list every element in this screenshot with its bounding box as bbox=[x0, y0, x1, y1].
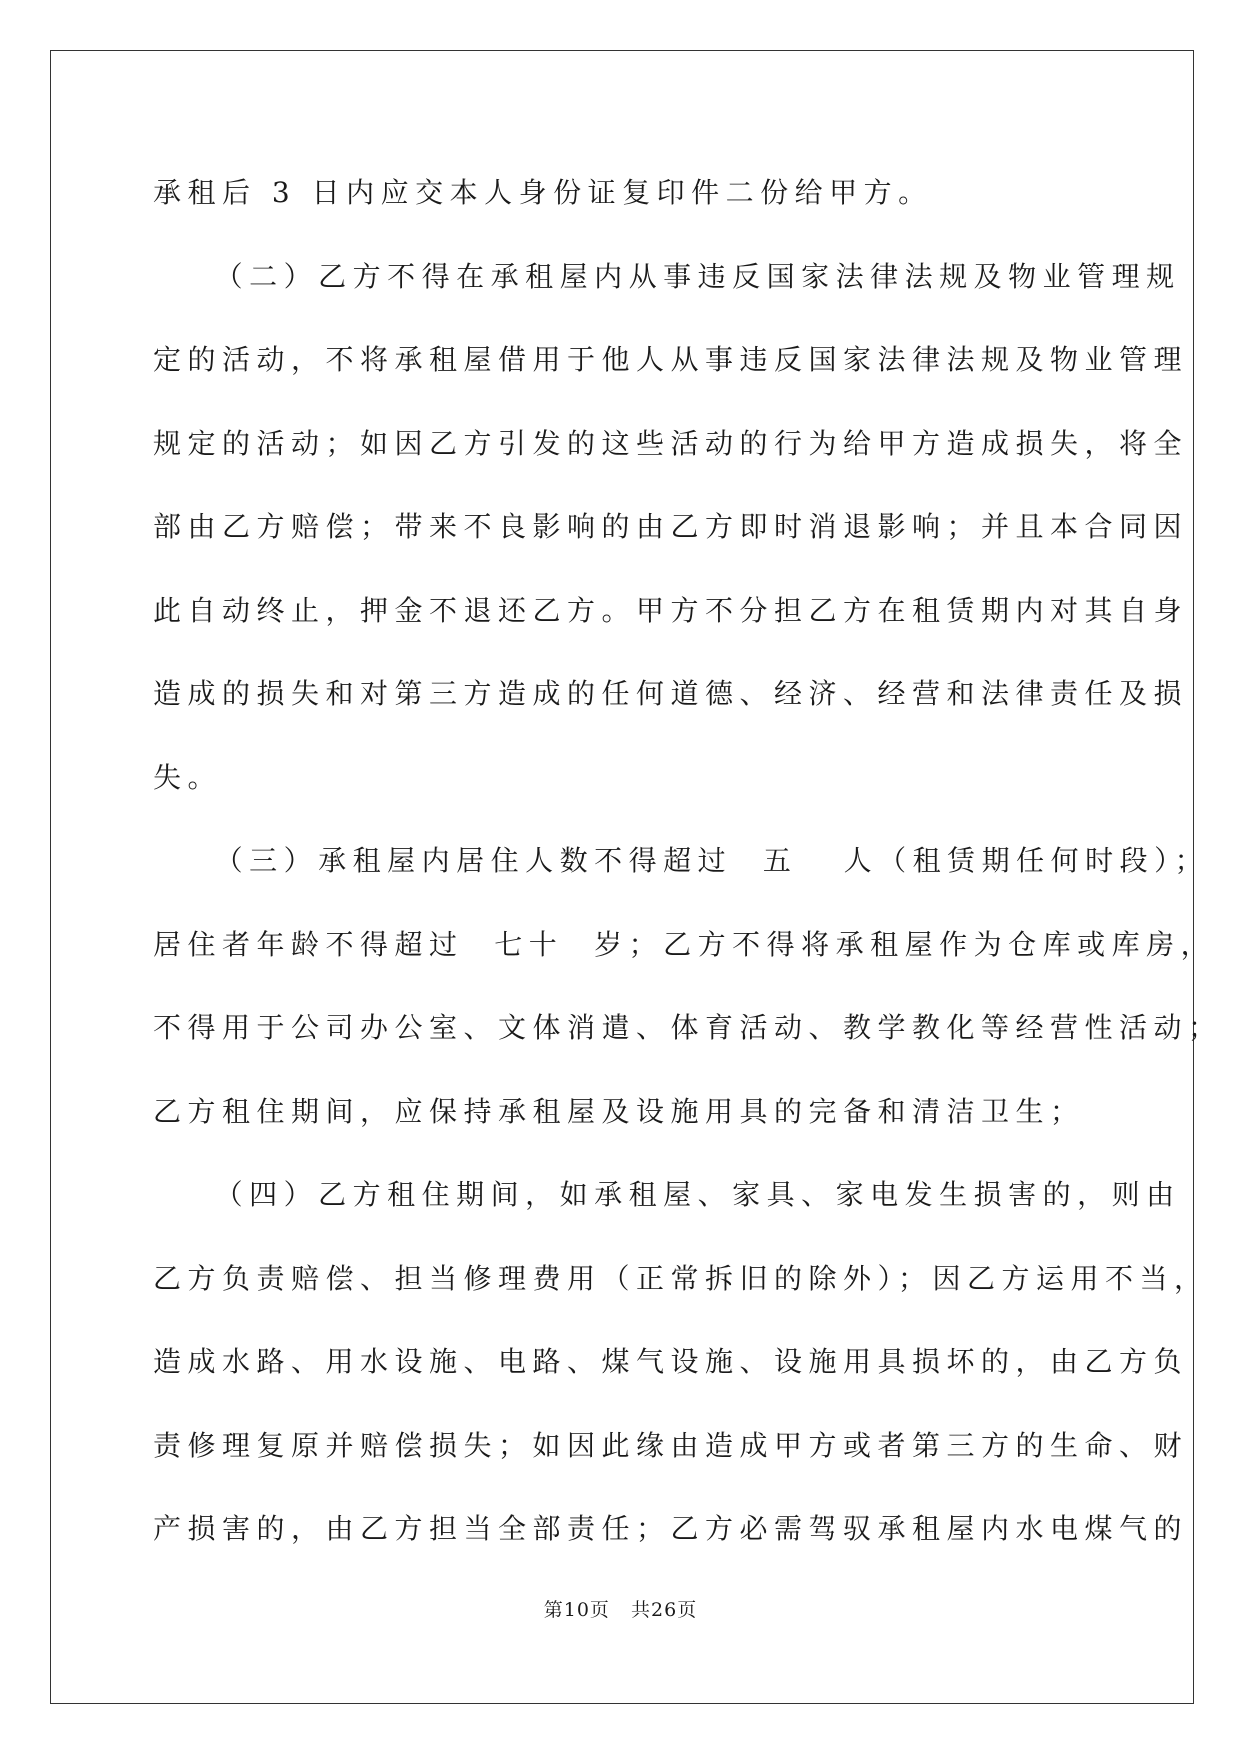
text-line: 乙方租住期间，应保持承租屋及设施用具的完备和清洁卫生； bbox=[153, 1095, 1085, 1128]
text-line: 造成水路、用水设施、电路、煤气设施、设施用具损坏的，由乙方负 bbox=[153, 1345, 1189, 1378]
text-line: 造成的损失和对第三方造成的任何道德、经济、经营和法律责任及损 bbox=[153, 677, 1189, 710]
page-number-footer: 第10页 共26页 bbox=[543, 1599, 698, 1621]
text-line: 定的活动，不将承租屋借用于他人从事违反国家法律法规及物业管理 bbox=[153, 343, 1189, 376]
text-line: （三）承租屋内居住人数不得超过 五 人（租赁期任何时段）； bbox=[153, 844, 1210, 877]
text-line: 乙方负责赔偿、担当修理费用（正常拆旧的除外）；因乙方运用不当， bbox=[153, 1262, 1209, 1295]
text-line: 失。 bbox=[153, 761, 223, 794]
text-line: 此自动终止，押金不退还乙方。甲方不分担乙方在租赁期内对其自身 bbox=[153, 594, 1189, 627]
text-line: 居住者年龄不得超过 七十 岁；乙方不得将承租屋作为仓库或库房， bbox=[153, 928, 1216, 961]
text-line: （二）乙方不得在承租屋内从事违反国家法律法规及物业管理规 bbox=[153, 260, 1181, 293]
text-line: 规定的活动；如因乙方引发的这些活动的行为给甲方造成损失，将全 bbox=[153, 427, 1189, 460]
text-line: 产损害的，由乙方担当全部责任；乙方必需驾驭承租屋内水电煤气的 bbox=[153, 1512, 1189, 1545]
text-line: 不得用于公司办公室、文体消遣、体育活动、教学教化等经营性活动； bbox=[153, 1011, 1223, 1044]
text-line: 承租后 3 日内应交本人身份证复印件二份给甲方。 bbox=[153, 176, 933, 209]
text-line: 责修理复原并赔偿损失；如因此缘由造成甲方或者第三方的生命、财 bbox=[153, 1429, 1189, 1462]
text-line: 部由乙方赔偿；带来不良影响的由乙方即时消退影响；并且本合同因 bbox=[153, 510, 1189, 543]
text-line: （四）乙方租住期间，如承租屋、家具、家电发生损害的，则由 bbox=[153, 1178, 1181, 1211]
